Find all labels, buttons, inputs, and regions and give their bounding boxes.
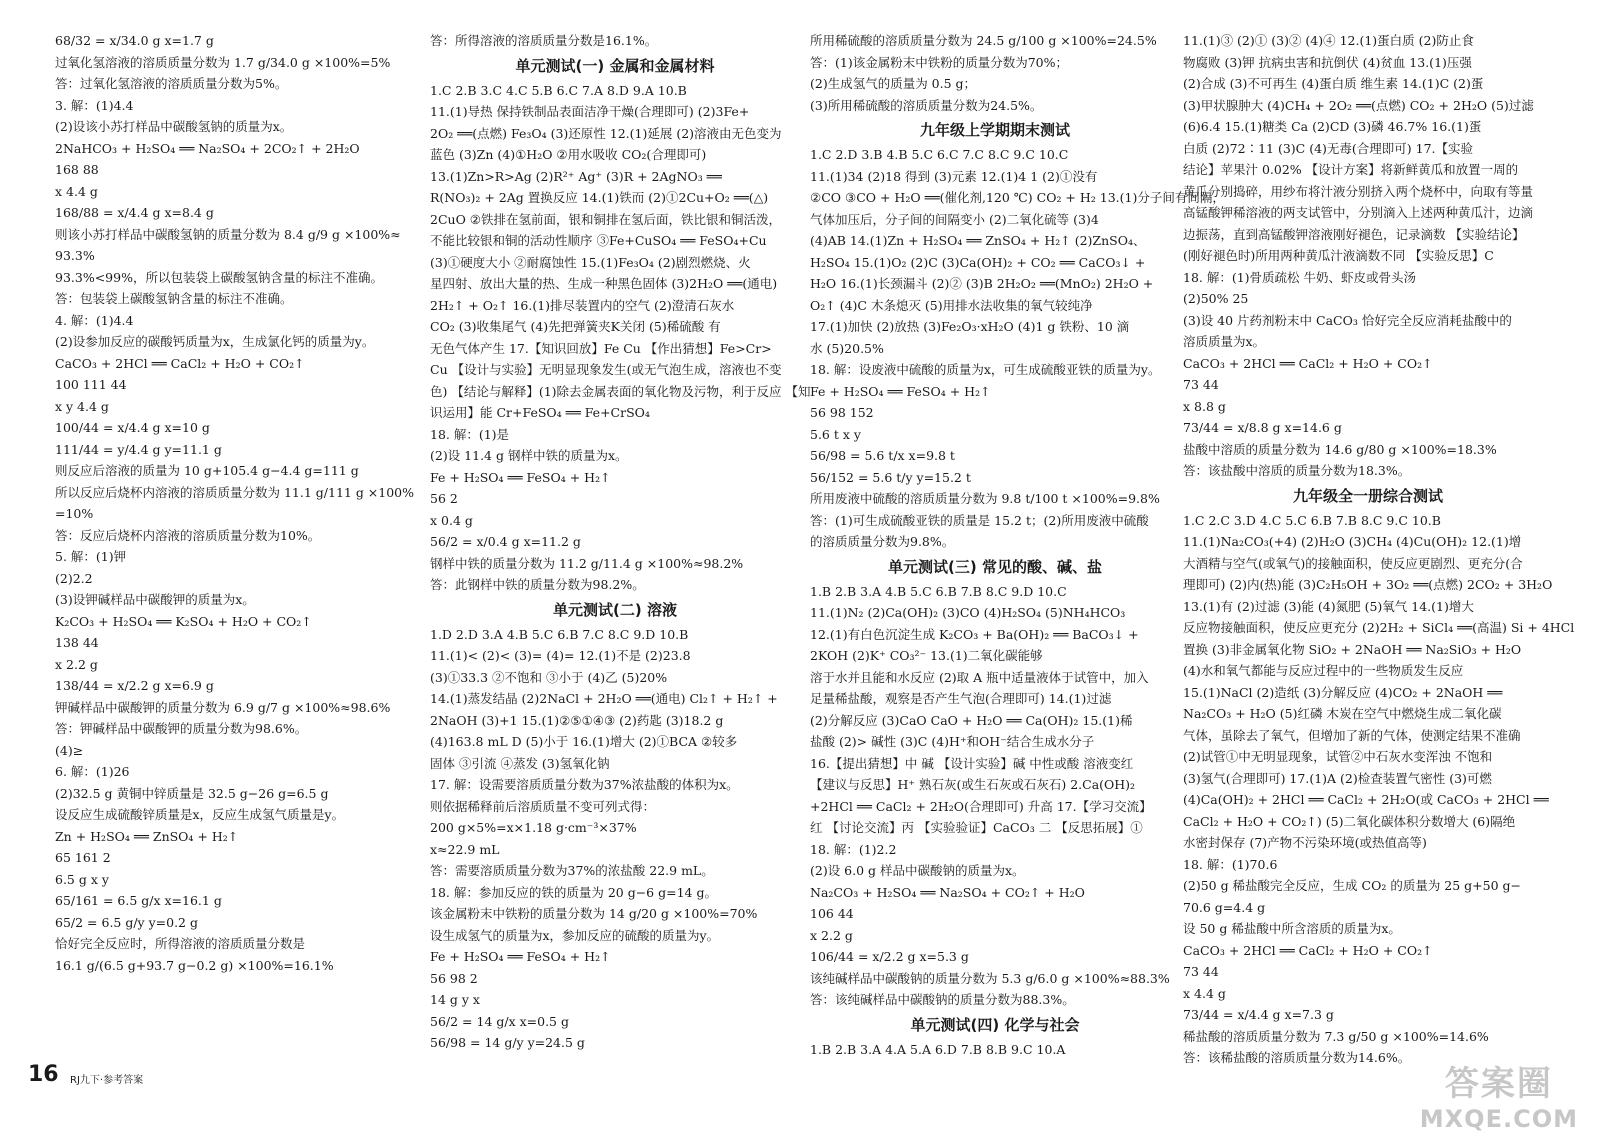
text-line: 18. 解：(1)70.6 <box>1183 856 1278 872</box>
watermark-line-1: 答案圈 <box>1444 1064 1553 1104</box>
text-line: 17.(1)加快 (2)放热 (3)Fe₂O₃·xH₂O (4)1 g 铁粉、10 滴 <box>810 319 1130 334</box>
text-line: 2O₂ ══(点燃) Fe₃O₄ (3)还原性 12.(1)延展 (2)溶液由无色变为 <box>430 125 782 141</box>
text-line: 则该小苏打样品中碳酸氢钠的质量分数为 8.4 g/9 g ×100%≈ <box>55 226 401 242</box>
text-line: 2H₂↑ + O₂↑ 16.(1)排尽装置内的空气 (2)澄清石灰水 <box>430 297 735 313</box>
section-title-final-exam: 九年级上学期期末测试 <box>919 121 1070 139</box>
text-line: x y 4.4 g <box>55 398 109 414</box>
text-line: CO₂ (3)收集尾气 (4)先把弹簧夹K关闭 (5)稀硫酸 有 <box>430 319 721 334</box>
column-2-intro <box>430 30 800 52</box>
text-line: CaCO₃ + 2HCl ══ CaCl₂ + H₂O + CO₂↑ <box>1183 942 1433 958</box>
text-line: 则依据稀释前后溶质质量不变可列式得： <box>430 798 656 814</box>
text-line: 溶于水并且能和水反应 (2)取 A 瓶中适量液体于试管中，加入 <box>810 669 1149 685</box>
text-line: 钢样中铁的质量分数为 11.2 g/11.4 g ×100%≈98.2% <box>430 555 744 571</box>
text-line: 不能比较银和铜的活动性顺序 ③Fe+CuSO₄ ══ FeSO₄+Cu <box>430 233 767 248</box>
text-line: 65/161 = 6.5 g/x x=16.1 g <box>55 893 222 908</box>
text-line: (6)6.4 15.(1)糖类 Ca (2)CD (3)磷 46.7% 16.(1)蛋 <box>1183 119 1482 134</box>
text-line: 65/2 = 6.5 g/y y=0.2 g <box>55 914 198 930</box>
text-line: O₂↑ (4)C 木条熄灭 (5)用排水法收集的氧气较纯净 <box>810 297 1093 313</box>
text-line: 白质 (2)72∶11 (3)C (4)无毒(合理即可) 17.【实验 <box>1183 140 1474 156</box>
text-line: (4)≥ <box>55 742 84 758</box>
text-line: 答：钾碱样品中碳酸钾的质量分数为98.6%。 <box>55 721 308 736</box>
text-line: (2)设 6.0 g 样品中碳酸钠的质量为x。 <box>810 863 1025 878</box>
text-line: R(NO₃)₂ + 2Ag 置换反应 14.(1)铁而 (2)①2Cu+O₂ ══(△) <box>430 190 769 205</box>
text-line: 所用废液中硫酸的溶质质量分数为 9.8 t/100 t ×100%=9.8% <box>810 491 1160 506</box>
text-line: CaCO₃ + 2HCl ══ CaCl₂ + H₂O + CO₂↑ <box>1183 355 1433 371</box>
text-line: 该纯碱样品中碳酸钠的质量分数为 5.3 g/6.0 g ×100%≈88.3% <box>810 970 1170 986</box>
text-line: 理即可) (2)内(热)能 (3)C₂H₅OH + 3O₂ ══(点燃) 2CO₂ + 3H₂O <box>1183 577 1553 592</box>
section-body-unit-test-4 <box>810 1039 1180 1061</box>
text-line: 11.(1)③ (2)① (3)② (4)④ 12.(1)蛋白质 (2)防止食 <box>1183 33 1474 48</box>
text-line: =10% <box>55 506 94 521</box>
text-line: Fe + H₂SO₄ ══ FeSO₄ + H₂↑ <box>430 469 611 485</box>
text-line: 则反应后溶液的质量为 10 g+105.4 g−4.4 g=111 g <box>55 463 359 478</box>
text-line: (3)所用稀硫酸的溶质质量分数为24.5%。 <box>810 97 1043 113</box>
text-line: 73 44 <box>1183 377 1219 392</box>
text-line: 3. 解：(1)4.4 <box>55 97 134 113</box>
text-line: 14.(1)蒸发结晶 (2)2NaCl + 2H₂O ══(通电) Cl₂↑ + H₂↑ + <box>430 691 778 706</box>
text-line: 答：该纯碱样品中碳酸钠的质量分数为88.3%。 <box>810 992 1075 1007</box>
text-line: 过氧化氢溶液的溶质质量分数为 1.7 g/34.0 g ×100%=5% <box>55 54 391 70</box>
section-title-unit-test-1: 单元测试(一) 金属和金属材料 <box>515 56 715 75</box>
text-line: 气体加压后，分子间的间隔变小 (2)二氧化硫等 (3)4 <box>810 211 1099 227</box>
section-body-unit-test-2 <box>430 624 800 1054</box>
text-line: 4. 解：(1)4.4 <box>55 312 134 328</box>
text-line: 1.C 2.D 3.B 4.B 5.C 6.C 7.C 8.C 9.C 10.C <box>810 147 1069 162</box>
text-line: 所以反应后烧杯内溶液的溶质质量分数为 11.1 g/111 g ×100% <box>55 484 415 500</box>
text-line: 73 44 <box>1183 964 1219 979</box>
text-line: 56 2 <box>430 491 458 506</box>
text-line: (4)163.8 mL D (5)小于 16.(1)增大 (2)①BCA ②较多 <box>430 734 738 749</box>
text-line: 56 98 2 <box>430 970 478 986</box>
text-line: 答：需要溶质质量分数为37%的浓盐酸 22.9 mL。 <box>430 863 714 878</box>
text-line: 答：过氧化氢溶液的溶质质量分数为5%。 <box>55 76 288 91</box>
text-line: x 4.4 g <box>1183 985 1226 1001</box>
page-label: RJ九下·参考答案 <box>70 1075 144 1086</box>
text-line: 该金属粉末中铁粉的质量分数为 14 g/20 g ×100%=70% <box>430 906 758 921</box>
text-line: 色) 【结论与解释】(1)除去金属表面的氧化物及污物，利于反应 【知 <box>430 383 811 399</box>
text-line: 138 44 <box>55 635 99 650</box>
text-line: Cu 【设计与实验】无明显现象发生(或无气泡生成，溶液也不变 <box>430 362 782 377</box>
text-line: 18. 解：参加反应的铁的质量为 20 g−6 g=14 g。 <box>430 884 717 900</box>
text-line: (2)合成 (3)不可再生 (4)蛋白质 维生素 14.(1)C (2)蛋 <box>1183 76 1484 91</box>
text-line: 16.1 g/(6.5 g+93.7 g−0.2 g) ×100%=16.1% <box>55 957 334 973</box>
watermark-logo <box>1420 1056 1578 1133</box>
text-line: 13.(1)Zn>R>Ag (2)R²⁺ Ag⁺ (3)R + 2AgNO₃ ══ <box>430 168 722 184</box>
text-line: (2)设 11.4 g 钢样中铁的质量为x。 <box>430 448 628 463</box>
text-line: x 2.2 g <box>55 656 98 672</box>
text-line: 11.(1)34 (2)18 得到 (3)元素 12.(1)4 1 (2)①没有 <box>810 168 1098 184</box>
text-line: 置换 (3)非金属氧化物 SiO₂ + 2NaOH ══ Na₂SiO₃ + H₂O <box>1183 641 1522 657</box>
text-line: 蓝色 (3)Zn (4)①H₂O ②用水吸收 CO₂(合理即可) <box>430 147 707 162</box>
text-line: 答：此钢样中铁的质量分数为98.2%。 <box>430 577 645 592</box>
text-line: Fe + H₂SO₄ ══ FeSO₄ + H₂↑ <box>810 383 991 399</box>
text-line: H₂O 16.(1)长颈漏斗 (2)② (3)B 2H₂O₂ ══(MnO₂) 2H₂O + <box>810 276 1154 291</box>
watermark-line-2: MXQE.COM <box>1419 1105 1578 1133</box>
text-line: 15.(1)NaCl (2)造纸 (3)分解反应 (4)CO₂ + 2NaOH ══ <box>1183 684 1503 700</box>
text-line: 70.6 g=4.4 g <box>1183 899 1266 915</box>
text-line: 68/32 = x/34.0 g x=1.7 g <box>55 33 214 48</box>
text-line: ②CO ③CO + H₂O ══(催化剂,120 ℃) CO₂ + H₂ 13.(1)分子间有间隔， <box>810 190 1225 205</box>
text-line: 17. 解：设需要溶质质量分数为37%浓盐酸的体积为x。 <box>430 777 739 792</box>
text-line: 73/44 = x/4.4 g x=7.3 g <box>1183 1007 1334 1022</box>
text-line: (3)①33.3 ②不饱和 ③小于 (4)乙 (5)20% <box>430 669 668 685</box>
text-line: 设反应生成硫酸锌质量是x，反应生成氢气质量是y。 <box>55 807 345 822</box>
page-number: 16 <box>28 1062 59 1087</box>
text-line: 红 【讨论交流】丙 【实验验证】CaCO₃ 二 【反思拓展】① <box>810 820 1143 835</box>
column-3-intro <box>810 30 1180 116</box>
text-line: 【建议与反思】H⁺ 熟石灰(或生石灰或石灰石) 2.Ca(OH)₂ <box>810 777 1136 792</box>
text-line: (2)50 g 稀盐酸完全反应，生成 CO₂ 的质量为 25 g+50 g− <box>1183 878 1522 893</box>
text-line: 无色气体产生 17.【知识回放】Fe Cu 【作出猜想】Fe>Cr> <box>430 340 772 356</box>
text-line: 盐酸中溶质的质量分数为 14.6 g/80 g ×100%=18.3% <box>1183 441 1497 457</box>
text-line: CaCO₃ + 2HCl ══ CaCl₂ + H₂O + CO₂↑ <box>55 355 305 371</box>
text-line: 设 50 g 稀盐酸中所含溶质的质量为x。 <box>1183 921 1401 936</box>
text-line: 200 g×5%=x×1.18 g·cm⁻³×37% <box>430 820 637 835</box>
text-line: 钾碱样品中碳酸钾的质量分数为 6.9 g/7 g ×100%≈98.6% <box>55 699 391 715</box>
column-4 <box>1183 30 1575 1115</box>
text-line: 5. 解：(1)钾 <box>55 549 127 564</box>
text-line: (4)水和氧气都能与反应过程中的一些物质发生反应 <box>1183 663 1464 678</box>
text-line: 106 44 <box>810 906 854 921</box>
text-line: 6. 解：(1)26 <box>55 764 130 779</box>
text-line: 6.5 g x y <box>55 871 109 887</box>
text-line: 足量稀盐酸，观察是否产生气泡(合理即可) 14.(1)过滤 <box>810 691 1112 706</box>
text-line: 的溶质质量分数为9.8%。 <box>810 534 955 549</box>
text-line: 18. 解：(1)骨质疏松 牛奶、虾皮或骨头汤 <box>1183 269 1417 285</box>
text-line: +2HCl ══ CaCl₂ + 2H₂O(合理即可) 升高 17.【学习交流】 <box>810 798 1152 814</box>
text-line: 答：所得溶液的溶质质量分数是16.1%。 <box>430 33 658 48</box>
text-line: 黄瓜分别捣碎，用纱布将汁液分别挤入两个烧杯中，向取有等量 <box>1183 183 1534 199</box>
text-line: 73/44 = x/8.8 g x=14.6 g <box>1183 420 1342 435</box>
text-line: x≈22.9 mL <box>430 841 500 857</box>
text-line: 11.(1)Na₂CO₃(+4) (2)H₂O (3)CH₄ (4)Cu(OH)₂ 12.(1)增 <box>1183 534 1522 549</box>
text-line: 答：(1)可生成硫酸亚铁的质量是 15.2 t；(2)所用废液中硫酸 <box>810 512 1149 528</box>
text-line: 物腐败 (3)钾 抗病虫害和抗倒伏 (4)贫血 13.(1)压强 <box>1183 54 1472 70</box>
text-line: 2CuO ②铁排在氢前面，银和铜排在氢后面，铁比银和铜活泼， <box>430 211 781 227</box>
text-line: 111/44 = y/4.4 g y=11.1 g <box>55 441 222 457</box>
text-line: (2)试管①中无明显现象，试管②中石灰水变浑浊 不饱和 <box>1183 749 1493 764</box>
text-line: (2)设参加反应的碳酸钙质量为x，生成氯化钙的质量为y。 <box>55 334 375 349</box>
section-title-unit-test-4: 单元测试(四) 化学与社会 <box>910 1015 1080 1034</box>
column-4-intro <box>1183 30 1553 482</box>
section-body-unit-test-1 <box>430 80 811 596</box>
text-line: 56 98 152 <box>810 405 874 420</box>
text-line: 答：反应后烧杯内溶液的溶质质量分数为10%。 <box>55 527 321 543</box>
text-line: 56/98 = 5.6 t/x x=9.8 t <box>810 448 955 463</box>
text-line: Zn + H₂SO₄ ══ ZnSO₄ + H₂↑ <box>55 828 239 844</box>
text-line: 56/2 = x/0.4 g x=11.2 g <box>430 534 581 549</box>
text-line: x 0.4 g <box>430 512 473 528</box>
text-line: 1.B 2.B 3.A 4.A 5.A 6.D 7.B 8.B 9.C 10.A <box>810 1041 1066 1057</box>
text-line: x 2.2 g <box>810 927 853 943</box>
text-line: 168/88 = x/4.4 g x=8.4 g <box>55 205 214 220</box>
text-line: K₂CO₃ + H₂SO₄ ══ K₂SO₄ + H₂O + CO₂↑ <box>55 613 312 629</box>
text-line: CaCl₂ + H₂O + CO₂↑) (5)二氧化碳体积分数增大 (6)隔绝 <box>1183 813 1516 829</box>
text-line: (3)氢气(合理即可) 17.(1)A (2)检查装置气密性 (3)可燃 <box>1183 770 1492 786</box>
text-line: 大酒精与空气(或氧气)的接触面积，使反应更剧烈、更充分(合 <box>1183 555 1523 571</box>
text-line: (3)设钾碱样品中碳酸钾的质量为x。 <box>55 592 255 607</box>
text-line: Na₂CO₃ + H₂SO₄ ══ Na₂SO₄ + CO₂↑ + H₂O <box>810 884 1085 900</box>
text-line: 稀盐酸的溶质质量分数为 7.3 g/50 g ×100%=14.6% <box>1183 1028 1489 1044</box>
text-line: 5.6 t x y <box>810 426 861 442</box>
text-line: x 4.4 g <box>55 183 98 199</box>
text-line: 65 161 2 <box>55 850 111 865</box>
section-body-unit-test-3 <box>810 581 1180 1011</box>
text-line: (3)甲状腺肿大 (4)CH₄ + 2O₂ ══(点燃) CO₂ + 2H₂O (5)过滤 <box>1183 97 1534 113</box>
section-title-unit-test-2: 单元测试(二) 溶液 <box>553 600 677 619</box>
text-line: 13.(1)有 (2)过滤 (3)能 (4)氮肥 (5)氧气 14.(1)增大 <box>1183 598 1474 614</box>
text-line: (4)Ca(OH)₂ + 2HCl ══ CaCl₂ + 2H₂O(或 CaCO₃ + 2HCl ══ <box>1183 792 1549 807</box>
text-line: 11.(1)导热 保持铁制品表面洁净干燥(合理即可) (2)3Fe+ <box>430 104 750 119</box>
text-line: 溶质质量为x。 <box>1183 334 1266 349</box>
text-line: H₂SO₄ 15.(1)O₂ (2)C (3)Ca(OH)₂ + CO₂ ══ CaCO₃↓ + <box>810 254 1146 270</box>
text-line: 11.(1)N₂ (2)Ca(OH)₂ (3)CO (4)H₂SO₄ (5)NH₄HCO₃ <box>810 605 1126 620</box>
text-line: 高锰酸钾稀溶液的两支试管中，分别滴入上述两种黄瓜汁，边滴 <box>1183 205 1534 220</box>
text-line: 168 88 <box>55 162 99 177</box>
text-line: 盐酸 (2)> 碱性 (3)C (4)H⁺和OH⁻结合生成水分子 <box>810 734 1095 749</box>
section-body-comprehensive-test <box>1183 510 1575 1069</box>
text-line: (2)50% 25 <box>1183 291 1249 306</box>
text-line: 所用稀硫酸的溶质质量分数为 24.5 g/100 g ×100%=24.5% <box>810 33 1157 48</box>
text-line: 1.C 2.B 3.C 4.C 5.B 6.C 7.A 8.D 9.A 10.B <box>430 82 687 98</box>
text-line: (3)设 40 片药剂粉末中 CaCO₃ 恰好完全反应消耗盐酸中的 <box>1183 312 1512 328</box>
text-line: 2NaOH (3)+1 15.(1)②⑤①④③ (2)药匙 (3)18.2 g <box>430 712 724 728</box>
text-line: 1.B 2.B 3.A 4.B 5.C 6.B 7.B 8.C 9.D 10.C <box>810 583 1067 599</box>
text-line: 100 111 44 <box>55 377 127 392</box>
text-line: 答：(1)该金属粉末中铁粉的质量分数为70%； <box>810 54 1068 70</box>
text-line: 11.(1)< (2)< (3)= (4)= 12.(1)不是 (2)23.8 <box>430 648 691 663</box>
text-line: 12.(1)有白色沉淀生成 K₂CO₃ + Ba(OH)₂ ══ BaCO₃↓ + <box>810 626 1139 642</box>
text-line: 18. 解：设废液中硫酸的质量为x，可生成硫酸亚铁的质量为y。 <box>810 362 1161 377</box>
text-line: (2)2.2 <box>55 570 93 586</box>
text-line: 固体 ③引流 ④蒸发 (3)氢氧化钠 <box>430 755 610 771</box>
text-line: 答：包装袋上碳酸氢钠含量的标注不准确。 <box>55 291 293 306</box>
text-line: 93.3% <box>55 248 95 263</box>
text-line: 2NaHCO₃ + H₂SO₄ ══ Na₂SO₄ + 2CO₂↑ + 2H₂O <box>55 140 360 156</box>
text-line: 反应物接触面积，使反应更充分 (2)2H₂ + SiCl₄ ══(高温) Si + 4HCl <box>1183 620 1575 635</box>
text-line: 边振荡，直到高锰酸钾溶液刚好褪色，记录滴数 【实验结论】 <box>1183 226 1525 242</box>
text-line: 100/44 = x/4.4 g x=10 g <box>55 420 210 435</box>
text-line: 水密封保存 (7)产物不污染环境(或热值高等) <box>1183 835 1427 850</box>
text-line: 答：该稀盐酸的溶质质量分数为14.6%。 <box>1183 1050 1411 1065</box>
text-line: 恰好完全反应时，所得溶液的溶质质量分数是 <box>55 936 306 951</box>
text-line: Fe + H₂SO₄ ══ FeSO₄ + H₂↑ <box>430 949 611 964</box>
text-line: 14 g y x <box>430 992 480 1007</box>
column-2 <box>430 30 811 1115</box>
text-line: 93.3%<99%，所以包装袋上碳酸氢钠含量的标注不准确。 <box>55 269 383 285</box>
text-line: 星四射、放出大量的热、生成一种黑色固体 (3)2H₂O ══(通电) <box>430 276 778 291</box>
text-line: (2)分解反应 (3)CaO CaO + H₂O ══ Ca(OH)₂ 15.(1)稀 <box>810 712 1133 728</box>
text-line: Na₂CO₃ + H₂O (5)红磷 木炭在空气中燃烧生成二氧化碳 <box>1183 706 1502 721</box>
text-line: 138/44 = x/2.2 g x=6.9 g <box>55 678 214 693</box>
text-line: 识运用】能 Cr+FeSO₄ ══ Fe+CrSO₄ <box>430 405 650 420</box>
text-line: 106/44 = x/2.2 g x=5.3 g <box>810 949 969 964</box>
text-line: 设生成氢气的质量为x，参加反应的硫酸的质量为y。 <box>430 927 720 943</box>
text-line: (3)①硬度大小 ②耐腐蚀性 15.(1)Fe₃O₄ (2)剧烈燃烧、火 <box>430 254 751 270</box>
text-line: 2KOH (2)K⁺ CO₃²⁻ 13.(1)二氧化碳能够 <box>810 648 1043 663</box>
text-line: 水 (5)20.5% <box>810 340 884 356</box>
text-line: 1.D 2.D 3.A 4.B 5.C 6.B 7.C 8.C 9.D 10.B <box>430 626 689 642</box>
text-line: (刚好褪色时)所用两种黄瓜汁液滴数不同 【实验反思】C <box>1183 248 1494 263</box>
section-title-comprehensive-test: 九年级全一册综合测试 <box>1292 486 1443 505</box>
text-line: 18. 解：(1)是 <box>430 426 510 442</box>
text-line: 1.C 2.C 3.D 4.C 5.C 6.B 7.B 8.C 9.C 10.B <box>1183 512 1441 528</box>
text-line: 答：该盐酸中溶质的质量分数为18.3%。 <box>1183 463 1411 478</box>
text-line: 56/98 = 14 g/y y=24.5 g <box>430 1035 585 1050</box>
text-line: 结论】苹果汁 0.02% 【设计方案】将新鲜黄瓜和放置一周的 <box>1183 162 1519 177</box>
text-line: (2)生成氢气的质量为 0.5 g； <box>810 76 977 91</box>
text-line: (2)32.5 g 黄铜中锌质量是 32.5 g−26 g=6.5 g <box>55 785 329 801</box>
text-line: 气体，虽除去了氧气，但增加了新的气体，使测定结果不准确 <box>1183 727 1521 743</box>
column-1 <box>55 30 425 1115</box>
text-line: (2)设该小苏打样品中碳酸氢钠的质量为x。 <box>55 119 293 134</box>
text-line: 18. 解：(1)2.2 <box>810 841 897 857</box>
section-title-unit-test-3: 单元测试(三) 常见的酸、碱、盐 <box>888 557 1102 576</box>
text-line: x 8.8 g <box>1183 398 1226 414</box>
text-line: 56/2 = 14 g/x x=0.5 g <box>430 1013 569 1029</box>
text-line: 16.【提出猜想】中 碱 【设计实验】碱 中性或酸 溶液变红 <box>810 755 1134 771</box>
text-line: (4)AB 14.(1)Zn + H₂SO₄ ══ ZnSO₄ + H₂↑ (2)ZnSO₄、 <box>810 233 1146 248</box>
text-line: 56/152 = 5.6 t/y y=15.2 t <box>810 469 971 485</box>
